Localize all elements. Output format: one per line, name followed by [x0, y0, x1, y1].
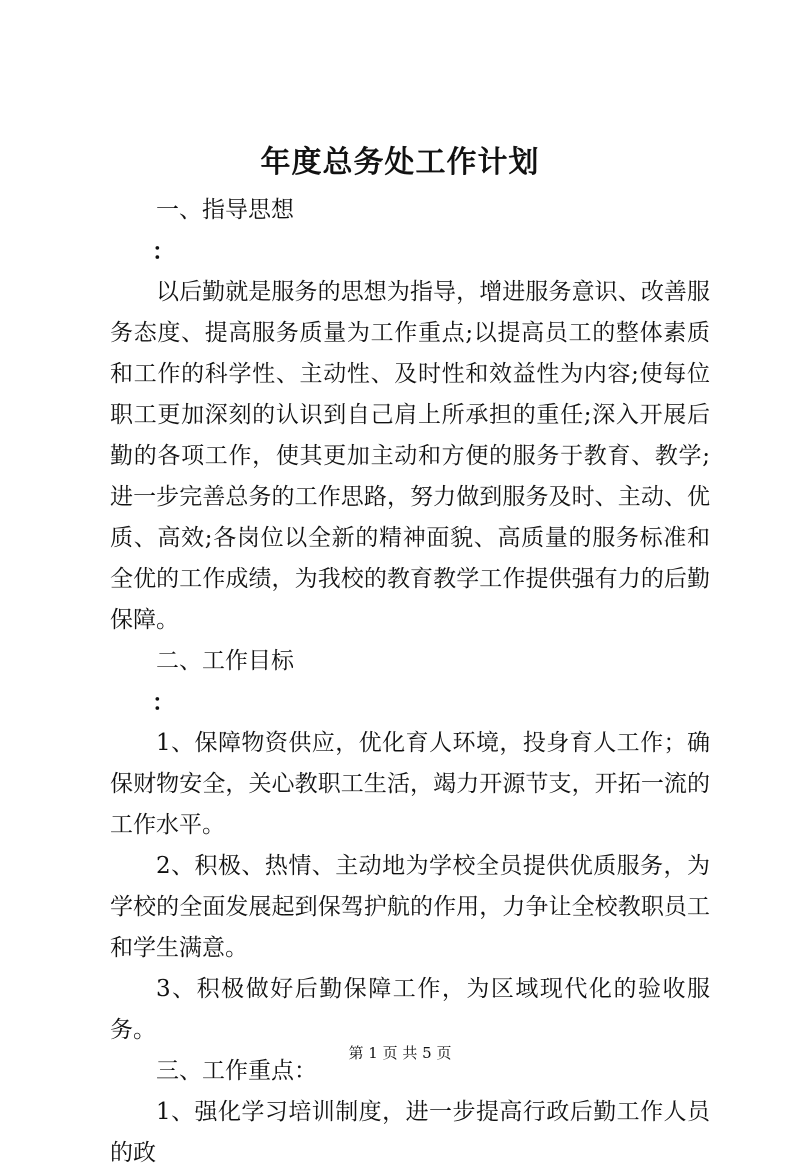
- goal-item-2: 2、积极、热情、主动地为学校全员提供优质服务，为学校的全面发展起到保驾护航的作用，力争让全校教职员工和学生满意。: [110, 853, 710, 961]
- document-title: 年度总务处工作计划: [260, 145, 540, 180]
- goal-item-3: 3、积极做好后勤保障工作，为区域现代化的验收服务。: [110, 976, 710, 1043]
- colon-line: ：: [152, 238, 175, 265]
- goal-item-1: 1、保障物资供应，优化育人环境，投身育人工作；确保财物安全，关心教职工生活，竭力开源节支，开拓一流的工作水平。: [110, 730, 710, 838]
- paragraph-guiding-thought: 以后勤就是服务的思想为指导，增进服务意识、改善服务态度、提高服务质量为工作重点;以提高员工的整体素质和工作的科学性、主动性、及时性和效益性为内容;使每位职工更加深刻的认识到自己肩上所承担的重任;深入开展后勤的各项工作，使其更加主动和方便的服务于教育、教学;进一步完善总务的工作思路，努力做到服务及时、主动、优质、高效;各岗位以全新的精神面貌、高质量的服务标准和全优的工作成绩，为我校的教育教学工作提供强有力的后勤保障。: [110, 279, 710, 633]
- document-body: [110, 190, 710, 1174]
- heading-guiding-thought: 一、指导思想: [156, 197, 294, 223]
- focus-item-1: 1、强化学习培训制度，进一步提高行政后勤工作人员的政: [110, 1099, 710, 1166]
- colon-line: ：: [152, 689, 175, 716]
- heading-work-goals: 二、工作目标: [156, 648, 294, 674]
- heading-work-focus: 三、工作重点：: [156, 1058, 317, 1084]
- page-footer: 第 1 页 共 5 页: [348, 1044, 452, 1062]
